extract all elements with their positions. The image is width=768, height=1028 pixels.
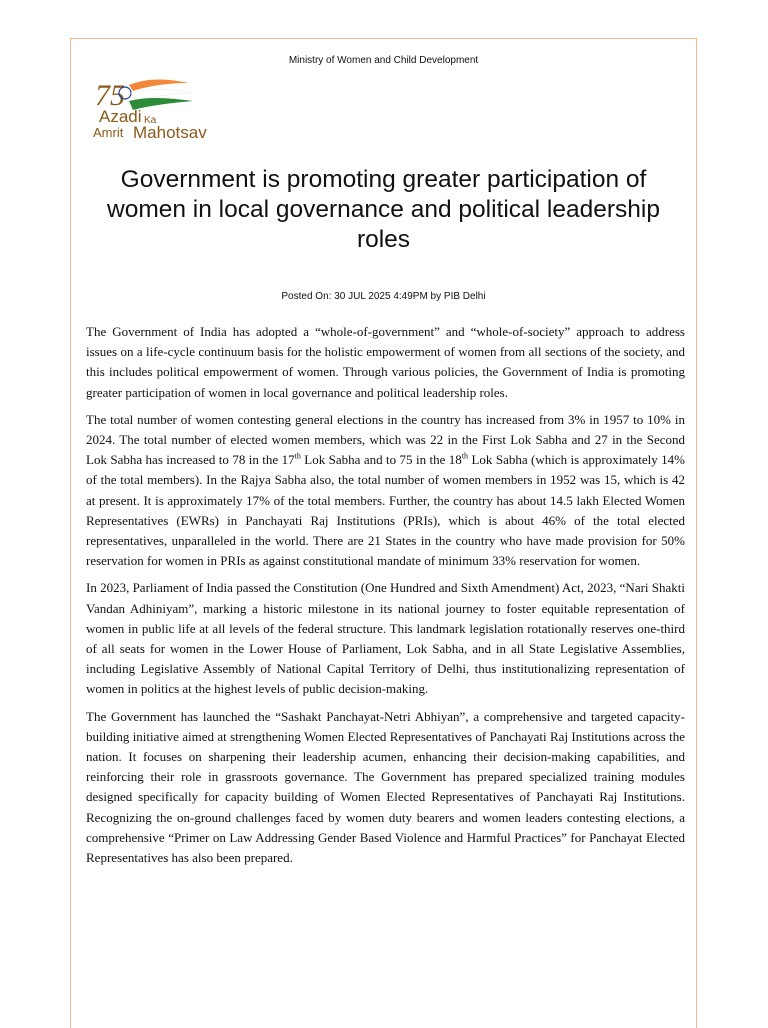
paragraph-2-part-c: Lok Sabha (which is approximately 14% of the total members). In the Rajya Sabha also, the total number of women members in 1952 was 15, which is 42 at present. It is approximately 17% of the total members. Further, the country has about 14.5 lakh Elected Women Representatives (EWRs) in Panchayati Raj Institutions (PRIs), which is about 46% of the total elected representatives, unparalleled in the world. There are 21 States in the country who have made provision for 50% reservation for women in PRIs as against constitutional mandate of minimum 33% reservation for women.: [86, 452, 685, 569]
article-body: [86, 322, 685, 875]
ministry-name: Ministry of Women and Child Development: [288, 55, 479, 66]
logo-ka-text: Ka: [144, 115, 157, 126]
superscript-th: th: [294, 451, 301, 461]
paragraph-1: The Government of India has adopted a “whole-of-government” and “whole-of-society” approach to address issues on a life-cycle continuum basis for the holistic empowerment of women from all sections of the society, and this includes political empowerment of women. Through various policies, the Government of India is promoting greater participation of women in local governance and political leadership roles.: [86, 324, 685, 400]
paragraph-4: The Government has launched the “Sashakt Panchayat-Netri Abhiyan”, a comprehensive and targeted capacity-building initiative aimed at strengthening Women Elected Representatives of Panchayati Raj Institutions across the nation. It focuses on sharpening their leadership acumen, enhancing their decision-making capabilities, and reinforcing their role in grassroots governance. The Government has prepared specialized training modules designed specifically for capacity building of Women Elected Representatives of Panchayati Raj Institutions. Recognizing the on-ground challenges faced by women duty bearers and women leaders contesting elections, a comprehensive “Primer on Law Addressing Gender Based Violence and Harmful Practices” for Panchayat Elected Representatives has also been prepared.: [86, 708, 685, 866]
paragraph-2: [86, 410, 685, 572]
logo-number: 75: [95, 79, 125, 112]
azadi-ka-amrit-mahotsav-logo: [89, 69, 229, 149]
posted-date: Posted On: 30 JUL 2025 4:49PM by PIB Delhi: [281, 291, 486, 302]
paragraph-2-part-b: Lok Sabha and to 75 in the 18: [300, 452, 462, 468]
article-title: Government is promoting greater participation of women in local governance and political leadership roles: [107, 166, 660, 253]
paragraph-3: In 2023, Parliament of India passed the Constitution (One Hundred and Sixth Amendment) Act, 2023, “Nari Shakti Vandan Adhiniyam”, marking a historic milestone in its national journey to foster equitable representation of women in public life at all levels of the federal structure. This landmark legislation rotationally reserves one-third of all seats for women in the Lower House of Parliament, Lok Sabha, and in all State Legislative Assemblies, including Legislative Assembly of National Capital Territory of Delhi, thus institutionalizing representation of women in politics at the highest levels of public decision-making.: [86, 580, 685, 697]
paragraph-2-part-a: The total number of women contesting general elections in the country has increased from 3% in 1957 to 10% in 2024. The total number of elected women members, which was 22 in the First Lok Sabha and 27 in the Second Lok Sabha has increased to 78 in the 17: [86, 411, 685, 468]
logo-mahotsav-text: Mahotsav: [133, 123, 207, 142]
logo-azadi-text: Azadi: [99, 107, 142, 126]
logo-amrit-text: Amrit: [93, 125, 124, 140]
page-frame: [70, 38, 697, 1028]
superscript-th: th: [461, 451, 469, 461]
